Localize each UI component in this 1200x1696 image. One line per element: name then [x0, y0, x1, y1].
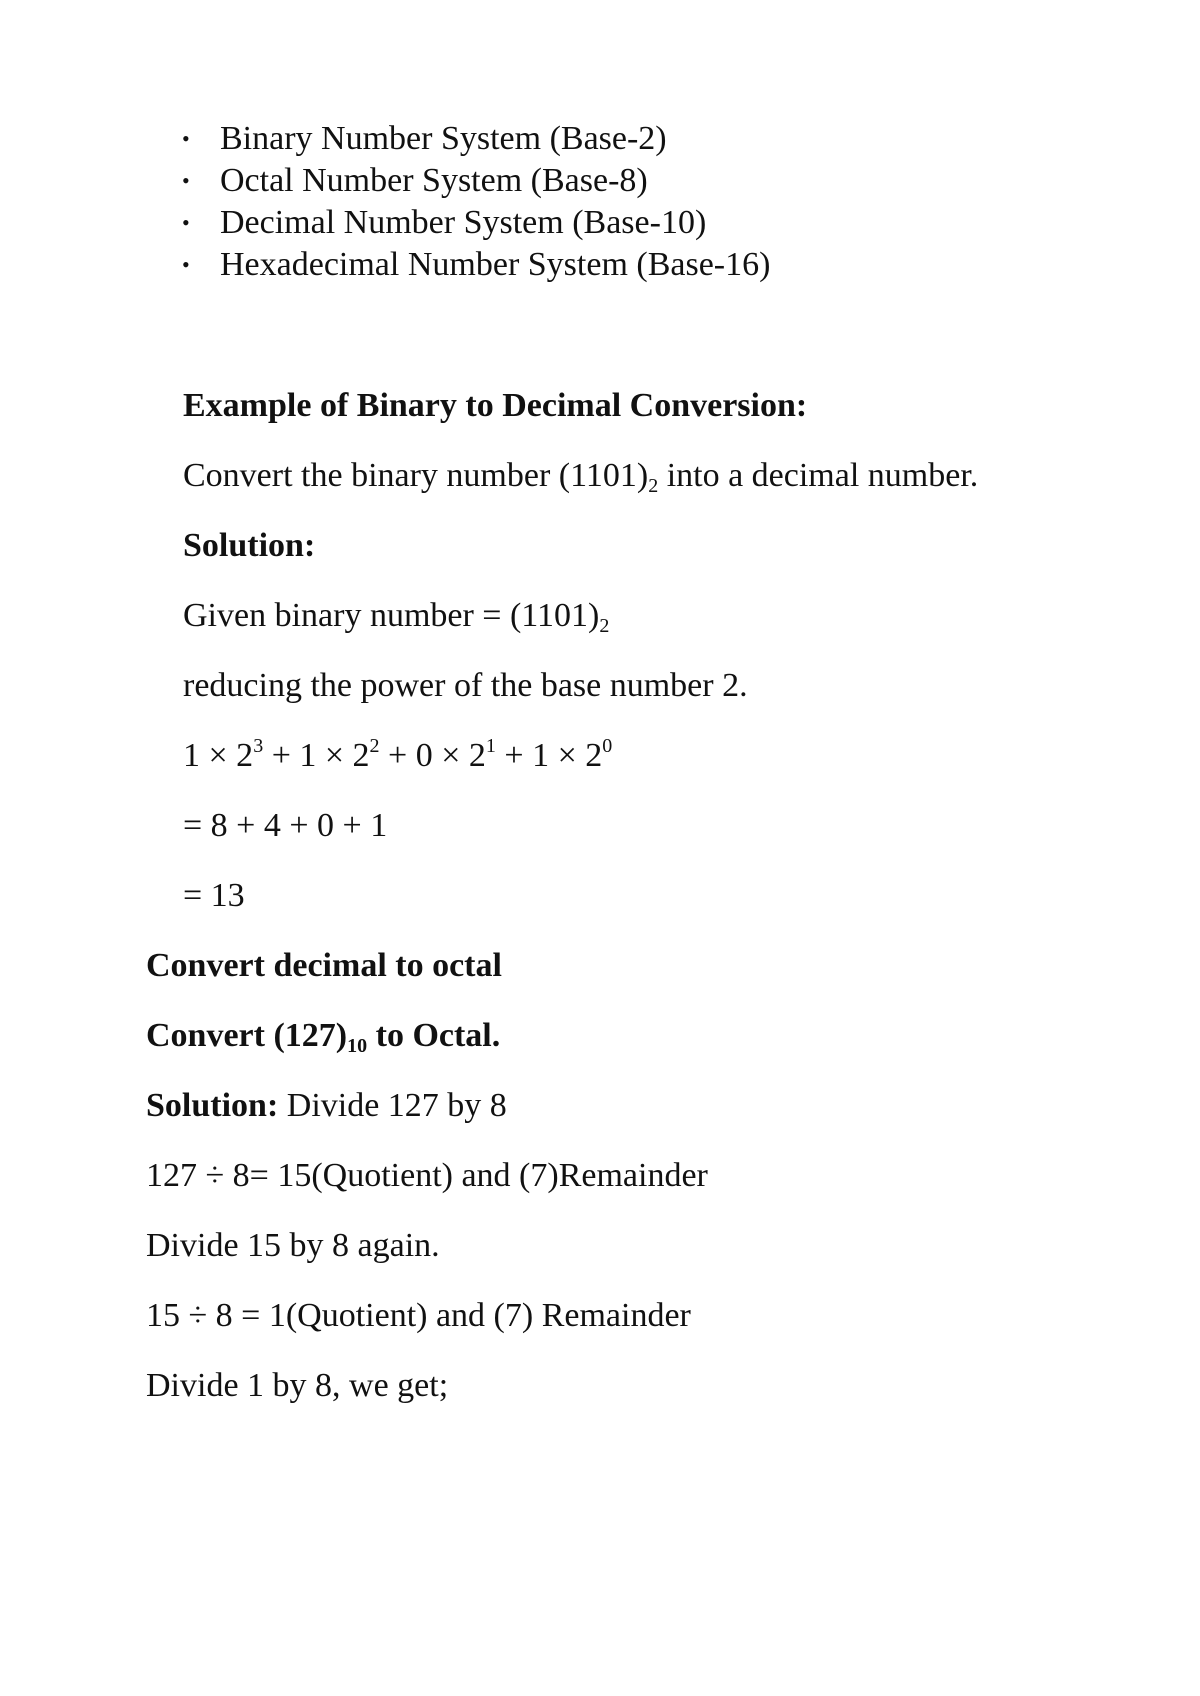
- expansion-term-3: + 0 × 2: [379, 737, 486, 774]
- expansion-term-2: + 1 × 2: [263, 737, 370, 774]
- bullet-icon: •: [182, 252, 190, 277]
- bullet-icon: •: [182, 210, 190, 235]
- octal-heading: Convert decimal to octal: [146, 947, 502, 984]
- bullet-icon: •: [182, 126, 190, 151]
- sum-line: = 8 + 4 + 0 + 1: [183, 807, 388, 844]
- bullet-icon: •: [182, 168, 190, 193]
- octal-question-base: 10: [347, 1035, 368, 1057]
- octal-solution-line: [146, 1086, 507, 1126]
- octal-step-4: Divide 1 by 8, we get;: [146, 1367, 449, 1404]
- exponent-4: 0: [602, 735, 613, 757]
- binary-question-pre: Convert the binary number (1101): [183, 457, 649, 494]
- binary-question-base: 2: [648, 475, 659, 497]
- octal-step-2: Divide 15 by 8 again.: [146, 1227, 440, 1264]
- list-item-text: Hexadecimal Number System (Base-16): [220, 246, 771, 283]
- list-item: [182, 202, 770, 244]
- list-item-text: Binary Number System (Base-2): [220, 120, 667, 157]
- given-binary-pre: Given binary number = (1101): [183, 597, 600, 634]
- exponent-3: 1: [485, 735, 496, 757]
- octal-question-post: to Octal.: [367, 1017, 501, 1054]
- octal-solution-label: Solution:: [146, 1087, 279, 1124]
- reducing-power-line: reducing the power of the base number 2.: [183, 667, 748, 704]
- list-item: [182, 118, 770, 160]
- number-system-list: [182, 118, 770, 286]
- binary-question-post: into a decimal number.: [658, 457, 979, 494]
- octal-question-pre: Convert (127): [146, 1017, 348, 1054]
- octal-step-1: 127 ÷ 8= 15(Quotient) and (7)Remainder: [146, 1157, 708, 1194]
- binary-example-heading: Example of Binary to Decimal Conversion:: [183, 387, 808, 424]
- octal-question: [146, 1016, 500, 1056]
- expansion-term-1: 1 × 2: [183, 737, 254, 774]
- expansion-line: [183, 736, 612, 776]
- octal-step-3: 15 ÷ 8 = 1(Quotient) and (7) Remainder: [146, 1297, 691, 1334]
- given-binary-base: 2: [599, 615, 610, 637]
- list-item-text: Decimal Number System (Base-10): [220, 204, 707, 241]
- result-line: = 13: [183, 877, 245, 914]
- expansion-term-4: + 1 × 2: [495, 737, 603, 774]
- list-item: [182, 244, 770, 286]
- binary-question: [183, 456, 978, 496]
- list-item: [182, 160, 770, 202]
- octal-solution-text: Divide 127 by 8: [278, 1087, 507, 1124]
- exponent-1: 3: [253, 735, 264, 757]
- given-binary-line: [183, 596, 609, 636]
- list-item-text: Octal Number System (Base-8): [220, 162, 648, 199]
- binary-solution-label: Solution:: [183, 527, 316, 564]
- exponent-2: 2: [369, 735, 380, 757]
